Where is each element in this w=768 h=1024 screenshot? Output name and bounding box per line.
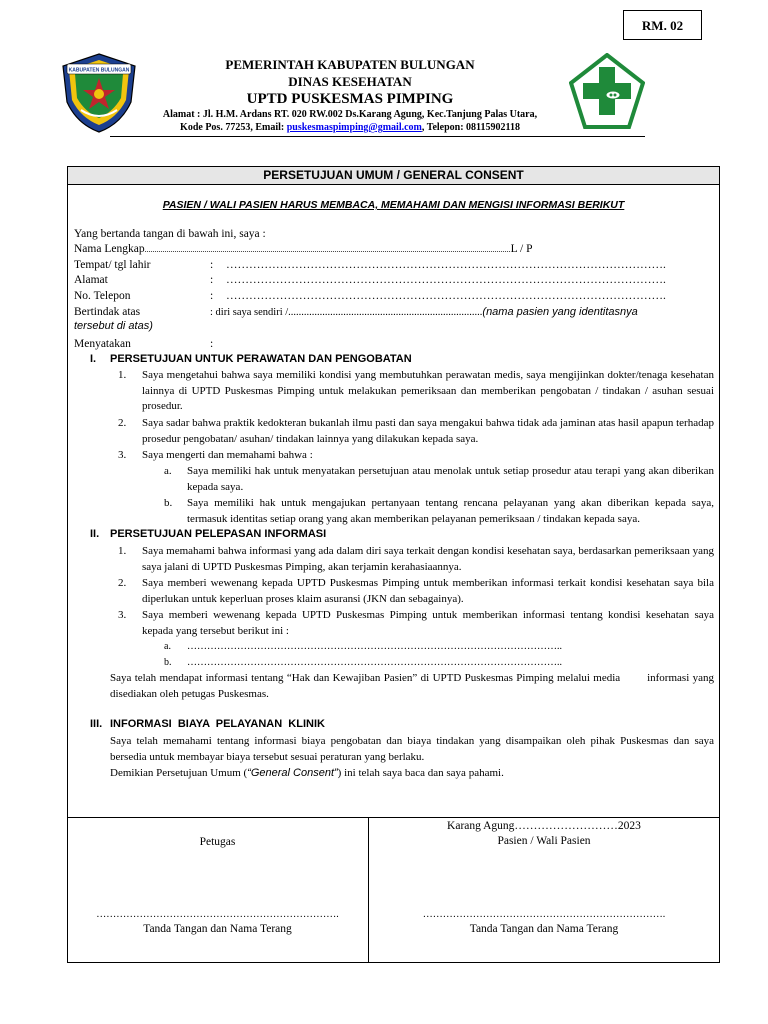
header-institution: UPTD PUSKESMAS PIMPING xyxy=(246,91,454,107)
field-colon: : xyxy=(210,259,214,271)
form-title: PERSETUJUAN UMUM / GENERAL CONSENT xyxy=(68,167,719,185)
field-label-telepon: No. Telepon xyxy=(74,290,131,302)
puskesmas-logo-icon xyxy=(569,53,645,131)
intro-text: Yang bertanda tangan di bawah ini, saya : xyxy=(74,228,266,240)
field-label-alamat: Alamat xyxy=(74,274,108,286)
section1-subitem-b: Saya memiliki hak untuk mengajukan pertanyaan tentang rencana pelayanan yang akan diberikan kepada saya, termasuk identitas setiap orang yang akan memberikan pelayanan pemeriksaan / tindakan kepada saya. xyxy=(187,497,714,525)
section3-closing: Demikian Persetujuan Umum (“General Consent”) ini telah saya baca dan saya pahami. xyxy=(110,767,504,779)
petugas-title: Petugas xyxy=(199,836,236,848)
section1-subitem-letter: b. xyxy=(164,497,173,509)
section1-item-2: Saya sadar bahwa praktik kedokteran bukanlah ilmu pasti dan saya mengakui bahwa tidak ada jaminan atas hasil apapun terhadap prosedur pengobatan/ asuhan/ tindakan lainnya yang dilakukan kepada saya. xyxy=(142,417,714,445)
section1-item-number: 3. xyxy=(118,449,127,461)
field-colon: : xyxy=(210,274,214,286)
field-label-tempat-lahir: Tempat/ tgl lahir xyxy=(74,259,151,271)
section2-item-3: Saya memberi wewenang kepada UPTD Puskesmas Pimping untuk memberikan informasi tentang kondisi kesehatan saya kepada yang tersebut berikut ini : xyxy=(142,609,714,637)
section1-number: I. xyxy=(90,353,97,365)
bertindak-continuation: tersebut di atas) xyxy=(74,320,153,332)
field-telepon[interactable]: ……………………………………………………………………………………………………. xyxy=(226,290,666,302)
field-label-menyatakan: Menyatakan xyxy=(74,338,131,350)
section2-subitem-letter: a. xyxy=(164,641,171,652)
section2-closing: Saya telah mendapat informasi tentang “Hak dan Kewajiban Pasien” di UPTD Puskesmas Pimping melalui media informasi yang disediakan oleh petugas Puskesmas. xyxy=(110,672,717,700)
section2-item-number: 3. xyxy=(118,609,127,621)
email-link[interactable]: puskesmaspimping@gmail.com xyxy=(286,122,422,133)
section2-number: II. xyxy=(90,528,100,540)
section2-item-1: Saya memahami bahwa informasi yang ada dalam diri saya terkait dengan kondisi kesehatan saya, berdasarkan pemeriksaan yang saya jalani di UPTD Puskesmas Pimping, akan terjamin kerahasiaannya. xyxy=(142,545,714,573)
header-divider xyxy=(110,136,645,137)
field-nama-lengkap[interactable]: Nama Lengkap.......................................................................................................................................................................................L / P xyxy=(74,243,533,255)
field-alamat[interactable]: ……………………………………………………………………………………………………. xyxy=(226,274,666,286)
section1-item-number: 1. xyxy=(118,369,127,381)
patient-title: Pasien / Wali Pasien xyxy=(497,835,591,847)
section3-number: III. xyxy=(90,718,103,730)
section1-title: PERSETUJUAN UNTUK PERAWATAN DAN PENGOBATAN xyxy=(110,353,412,365)
field-colon: : xyxy=(210,290,214,302)
section3-title: INFORMASI BIAYA PELAYANAN KLINIK xyxy=(110,718,325,730)
section1-subitem-a: Saya memiliki hak untuk menyatakan persetujuan atau menolak untuk setiap prosedur atau terapi yang akan diberikan kepada saya. xyxy=(187,465,714,493)
patient-signature-line[interactable]: ………………………………………………………………. xyxy=(422,909,666,920)
section2-subitem-letter: b. xyxy=(164,657,172,668)
section1-item-1: Saya mengetahui bahwa saya memiliki kondisi yang membutuhkan perawatan medis, saya mengijinkan dokter/tenaga kesehatan lainnya di UPTD Puskesmas Pimping untuk melakukan pemeriksaan dan memberikan pengobatan / tindakan / asuhan sesuai prosedur. xyxy=(142,369,714,412)
field-tempat-lahir[interactable]: ……………………………………………………………………………………………………. xyxy=(226,259,666,271)
field-colon: : xyxy=(210,338,214,350)
section1-item-3: Saya mengerti dan memahami bahwa : xyxy=(142,449,313,461)
patient-signature-caption: Tanda Tangan dan Nama Terang xyxy=(469,923,619,935)
emblem-banner-text: KABUPATEN BULUNGAN xyxy=(68,67,130,74)
section2-title: PERSETUJUAN PELEPASAN INFORMASI xyxy=(110,528,327,540)
form-code: RM. 02 xyxy=(623,10,702,40)
place-date[interactable]: Karang Agung………………………2023 xyxy=(447,820,641,832)
recipient-b-field[interactable]: ………………………………………………………………………………………………….. xyxy=(187,657,562,668)
recipient-a-field[interactable]: ………………………………………………………………………………………………….. xyxy=(187,641,562,652)
section3-text: Saya telah memahami tentang informasi biaya pengobatan dan biaya tindakan yang disampaikan oleh pihak Puskesmas dan saya bersedia untuk membayar biaya tersebut sesuai peraturan yang berlaku. xyxy=(110,735,714,763)
header-department: DINAS KESEHATAN xyxy=(288,74,412,89)
header-government: PEMERINTAH KABUPATEN BULUNGAN xyxy=(225,57,475,72)
section2-item-number: 2. xyxy=(118,577,127,589)
section1-subitem-letter: a. xyxy=(164,465,172,477)
header-address: Alamat : Jl. H.M. Ardans RT. 020 RW.002 Ds.Karang Agung, Kec.Tanjung Palas Utara, xyxy=(162,109,538,120)
section1-item-number: 2. xyxy=(118,417,127,429)
section2-item-number: 1. xyxy=(118,545,127,557)
signature-divider xyxy=(67,817,720,818)
header-contact: Kode Pos. 77253, Email: puskesmaspimping@gmail.com, Telepon: 08115902118 xyxy=(180,122,520,133)
petugas-signature-caption: Tanda Tangan dan Nama Terang xyxy=(143,923,292,935)
field-label-bertindak: Bertindak atas xyxy=(74,306,141,318)
petugas-signature-line[interactable]: ………………………………………………………………. xyxy=(96,909,339,920)
section2-item-2: Saya memberi wewenang kepada UPTD Puskesmas Pimping untuk memberikan informasi terkait kondisi kesehatan saya bila diperlukan untuk keperluan proses klaim asuransi (JKN dan sebagainya). xyxy=(142,577,714,605)
field-bertindak[interactable]: : diri saya sendiri /..........................................................................(nama pasien yang identitasnya xyxy=(210,306,638,318)
form-subtitle: PASIEN / WALI PASIEN HARUS MEMBACA, MEMAHAMI DAN MENGISI INFORMASI BERIKUT xyxy=(162,199,625,211)
